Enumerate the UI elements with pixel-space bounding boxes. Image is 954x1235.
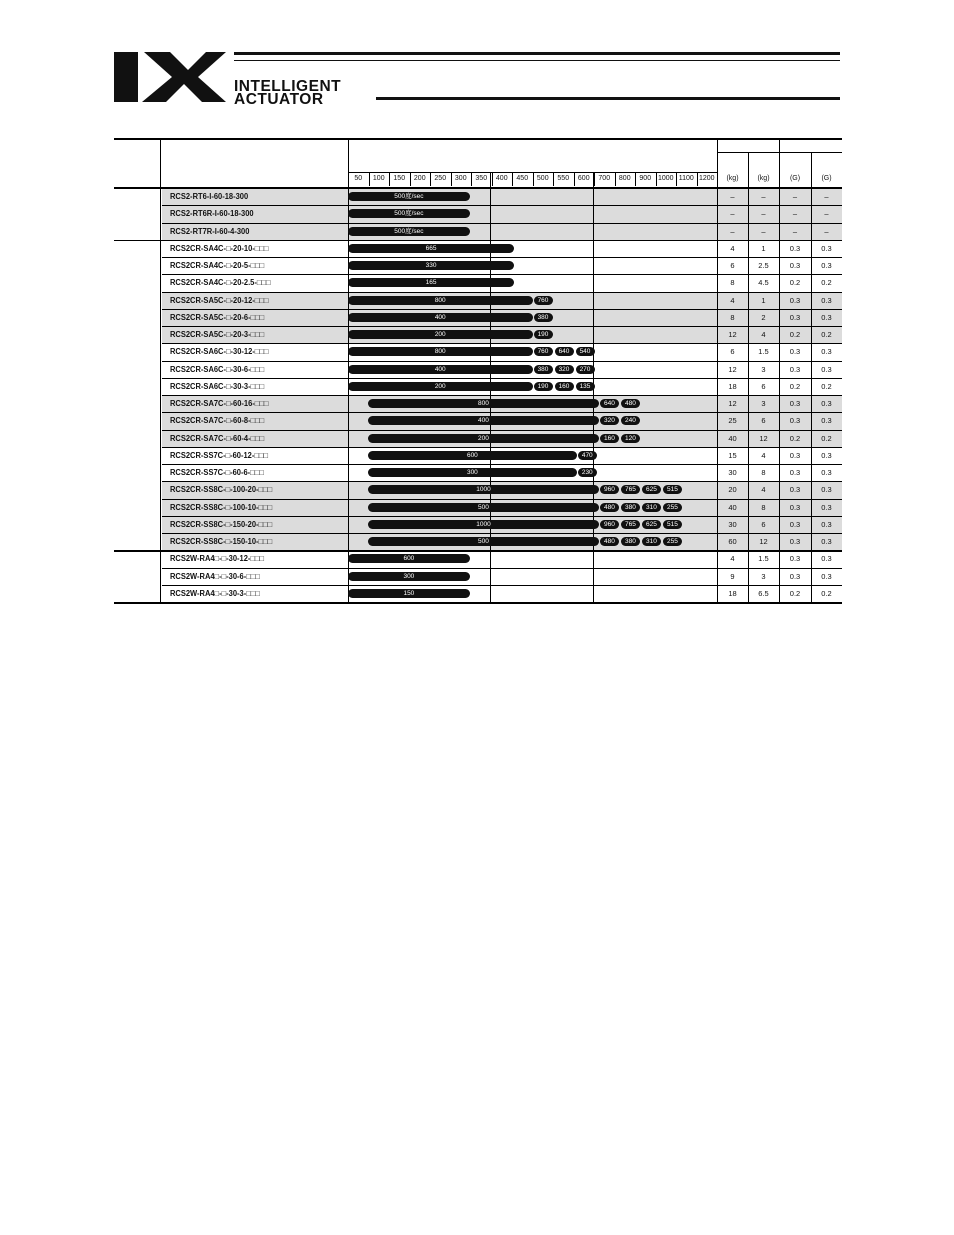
speed-bar: 300 xyxy=(368,468,577,477)
value-cell: 0.3 xyxy=(821,519,832,529)
value-cell: 0.3 xyxy=(789,261,801,270)
value-cell: – xyxy=(824,209,829,219)
row-rule xyxy=(114,602,842,604)
tick-divider xyxy=(430,172,431,186)
model-name: RCS2CR-SA4C-□-20-10-□□□ xyxy=(170,243,269,253)
value-cell: 0.3 xyxy=(789,450,801,460)
tick-divider xyxy=(594,172,595,186)
value-cell: – xyxy=(761,209,766,219)
model-name: RCS2CR-SA6C-□-30-3-□□□ xyxy=(170,381,265,391)
tick-divider xyxy=(635,172,636,186)
brand-logo xyxy=(114,52,840,106)
model-name: RCS2-RT6-I-60-18-300 xyxy=(170,192,249,201)
speed-bar: 600 xyxy=(368,451,577,460)
speed-pill: 255 xyxy=(663,537,682,546)
value-cell: 60 xyxy=(728,537,737,546)
value-cell: 1 xyxy=(761,243,766,253)
speed-pill: 515 xyxy=(663,485,682,494)
speed-tick-label: 150 xyxy=(393,175,406,182)
value-cell: 0.3 xyxy=(821,554,832,564)
speed-pill: 310 xyxy=(642,503,661,512)
speed-tick-label: 200 xyxy=(413,175,426,182)
value-cell: 0.3 xyxy=(789,519,801,529)
value-cell: 4.5 xyxy=(758,278,769,288)
table-top-rule xyxy=(114,138,842,140)
speed-pill: 190 xyxy=(534,382,553,391)
tick-divider xyxy=(471,172,472,186)
speed-tick-label: 900 xyxy=(639,175,652,182)
speed-tick-label: 1100 xyxy=(678,175,694,182)
tick-divider xyxy=(410,172,411,186)
value-cell: 0.3 xyxy=(821,347,832,357)
tick-divider xyxy=(553,172,554,186)
model-name: RCS2CR-SS8C-□-100-10-□□□ xyxy=(170,502,273,512)
tick-divider xyxy=(451,172,452,186)
model-name: RCS2W-RA4□-□-30-6-□□□ xyxy=(170,571,260,581)
speed-bar: 400 xyxy=(348,313,533,322)
tick-divider xyxy=(533,172,534,186)
model-name: RCS2CR-SS7C-□-60-6-□□□ xyxy=(170,468,264,477)
value-cell: 1.5 xyxy=(758,554,769,564)
value-cell: 0.3 xyxy=(789,485,801,495)
speed-pill: 470 xyxy=(578,451,597,460)
value-cell: 0.3 xyxy=(821,261,832,270)
speed-bar: 200 xyxy=(348,382,533,391)
model-name: RCS2W-RA4□-□-30-12-□□□ xyxy=(170,554,265,564)
speed-tick-label: 500 xyxy=(536,175,549,182)
value-cell: 9 xyxy=(730,571,735,581)
value-cell: 0.3 xyxy=(821,450,832,460)
value-cell: 0.3 xyxy=(789,243,801,253)
value-cell: 8 xyxy=(730,312,735,322)
speed-pill: 135 xyxy=(576,382,595,391)
tick-divider xyxy=(369,172,370,186)
speed-bar: 500 xyxy=(368,537,599,546)
value-cell: 0.3 xyxy=(789,295,801,305)
speed-pill: 380 xyxy=(621,503,640,512)
col-rule-type xyxy=(160,138,161,602)
speed-bar: 665 xyxy=(348,244,514,253)
speed-bar: 200 xyxy=(368,434,599,443)
speed-pill: 760 xyxy=(534,296,553,305)
model-name: RCS2CR-SA7C-□-60-16-□□□ xyxy=(170,399,269,408)
value-cell: 2.5 xyxy=(758,261,769,270)
speed-pill: 480 xyxy=(600,537,619,546)
value-cell: 0.2 xyxy=(821,278,832,288)
unit-label: (kg) xyxy=(726,175,739,182)
value-cell: 12 xyxy=(728,399,737,408)
speed-pill: 515 xyxy=(663,520,682,529)
speed-tick-label: 250 xyxy=(434,175,447,182)
speed-bar: 150 xyxy=(348,589,470,598)
speed-pill: 270 xyxy=(576,365,595,374)
value-cell: – xyxy=(761,192,766,201)
value-cell: 0.3 xyxy=(821,571,832,581)
speed-tick-label: 300 xyxy=(454,175,467,182)
value-cell: 30 xyxy=(728,468,737,477)
speed-pill: 380 xyxy=(621,537,640,546)
value-cell: 0.3 xyxy=(821,399,832,408)
speed-pill: 380 xyxy=(534,365,553,374)
value-cell: 12 xyxy=(759,433,768,443)
speed-tick-label: 1000 xyxy=(657,175,674,182)
value-cell: 0.2 xyxy=(789,381,801,391)
value-cell: 3 xyxy=(761,571,766,581)
value-cell: 0.3 xyxy=(821,295,832,305)
speed-tick-label: 450 xyxy=(516,175,529,182)
speed-bar: 400 xyxy=(368,416,599,425)
value-cell: 0.3 xyxy=(821,485,832,495)
speed-bar: 500度/sec xyxy=(348,209,470,218)
speed-tick-label: 400 xyxy=(495,175,508,182)
value-cell: – xyxy=(824,226,829,236)
model-name: RCS2CR-SA6C-□-30-6-□□□ xyxy=(170,364,265,374)
value-cell: 3 xyxy=(761,364,766,374)
model-name: RCS2CR-SS8C-□-150-10-□□□ xyxy=(170,537,273,546)
value-cell: 6.5 xyxy=(758,588,769,598)
speed-pill: 230 xyxy=(578,468,597,477)
speed-pill: 310 xyxy=(642,537,661,546)
value-cell: 0.3 xyxy=(789,537,801,546)
value-cell: 0.3 xyxy=(821,364,832,374)
value-cell: 0.3 xyxy=(789,364,801,374)
header-rule-mid xyxy=(234,60,840,61)
value-cell: 8 xyxy=(761,468,766,477)
value-cell: 0.3 xyxy=(821,537,832,546)
header-rule-top xyxy=(234,52,840,55)
model-name: RCS2CR-SA6C-□-30-12-□□□ xyxy=(170,347,269,357)
value-cell: – xyxy=(730,209,735,219)
value-cell: 4 xyxy=(761,485,766,495)
value-cell: 12 xyxy=(728,330,737,339)
value-cell: – xyxy=(792,209,798,219)
speed-pill: 320 xyxy=(555,365,574,374)
speed-pill: 625 xyxy=(642,520,661,529)
tick-divider xyxy=(656,172,657,186)
tick-divider xyxy=(492,172,493,186)
value-cell: 0.3 xyxy=(789,347,801,357)
value-cell: 0.3 xyxy=(789,312,801,322)
speed-tick-label: 1200 xyxy=(698,175,715,182)
value-cell: 2 xyxy=(761,312,766,322)
value-cell: – xyxy=(824,192,829,201)
speed-bar: 1000 xyxy=(368,485,599,494)
logo-word-actuator: ACTUATOR xyxy=(234,91,324,108)
tick-divider xyxy=(389,172,390,186)
speed-bar: 400 xyxy=(348,365,533,374)
spec-table xyxy=(114,138,842,602)
speed-bar: 600 xyxy=(348,554,470,563)
value-cell: – xyxy=(730,192,735,201)
value-cell: – xyxy=(792,192,798,201)
value-cell: 0.3 xyxy=(821,312,832,322)
model-name: RCS2-RT6R-I-60-18-300 xyxy=(170,209,254,219)
speed-pill: 540 xyxy=(576,347,595,356)
speed-tick-label: 350 xyxy=(475,175,488,182)
value-cell: – xyxy=(761,226,766,236)
value-cell: 6 xyxy=(761,519,766,529)
value-cell: 1 xyxy=(761,295,766,305)
unit-label: (kg) xyxy=(757,175,770,182)
model-name: RCS2CR-SA4C-□-20-2.5-□□□ xyxy=(170,278,271,288)
speed-bar: 500度/sec xyxy=(348,192,470,201)
model-name: RCS2CR-SS8C-□-150-20-□□□ xyxy=(170,519,273,529)
value-cell: 6 xyxy=(730,347,735,357)
speed-pill: 160 xyxy=(600,434,619,443)
speed-bar: 330 xyxy=(348,261,514,270)
speed-bar: 500 xyxy=(368,503,599,512)
value-cell: 6 xyxy=(761,381,766,391)
speed-pill: 640 xyxy=(600,399,619,408)
value-cell: 20 xyxy=(728,485,737,495)
value-cell: 0.3 xyxy=(821,502,832,512)
model-name: RCS2CR-SS7C-□-60-12-□□□ xyxy=(170,450,268,460)
model-name: RCS2W-RA4□-□-30-3-□□□ xyxy=(170,588,260,598)
value-cell: 0.2 xyxy=(789,433,801,443)
value-cell: 0.3 xyxy=(789,554,801,564)
value-cell: 4 xyxy=(730,554,735,564)
logo-word-intelligent: INTELLIGENT xyxy=(234,78,342,95)
speed-pill: 760 xyxy=(534,347,553,356)
model-name: RCS2CR-SA5C-□-20-12-□□□ xyxy=(170,295,269,305)
model-name: RCS2CR-SA7C-□-60-4-□□□ xyxy=(170,433,265,443)
value-cell: 12 xyxy=(759,537,768,546)
value-cell: 6 xyxy=(761,416,766,426)
value-cell: 0.3 xyxy=(821,468,832,477)
value-cell: 0.3 xyxy=(821,416,832,426)
value-cell: 4 xyxy=(761,330,766,339)
tick-divider xyxy=(615,172,616,186)
speed-tick-label: 50 xyxy=(354,175,363,182)
value-cell: 8 xyxy=(761,502,766,512)
value-cell: 3 xyxy=(761,399,766,408)
speed-pill: 640 xyxy=(555,347,574,356)
value-cell: 8 xyxy=(730,278,735,288)
value-cell: 0.2 xyxy=(821,433,832,443)
model-name: RCS2-RT7R-I-60-4-300 xyxy=(170,226,250,236)
value-cell: 1.5 xyxy=(758,347,769,357)
model-name: RCS2CR-SA5C-□-20-6-□□□ xyxy=(170,312,265,322)
speed-pill: 480 xyxy=(621,399,640,408)
speed-bar: 300 xyxy=(348,572,470,581)
value-cell: 15 xyxy=(728,450,737,460)
value-cell: 0.2 xyxy=(821,330,832,339)
value-cell: 40 xyxy=(728,433,737,443)
tick-divider xyxy=(574,172,575,186)
value-cell: 0.3 xyxy=(789,468,801,477)
speed-pill: 960 xyxy=(600,485,619,494)
value-cell: 6 xyxy=(730,261,735,270)
speed-bar: 800 xyxy=(348,347,533,356)
speed-pill: 320 xyxy=(600,416,619,425)
speed-tick-label: 700 xyxy=(598,175,611,182)
value-cell: 0.3 xyxy=(789,416,801,426)
value-cell: 4 xyxy=(730,243,735,253)
value-cell: 0.3 xyxy=(789,399,801,408)
speed-pill: 190 xyxy=(534,330,553,339)
value-cell: 0.3 xyxy=(821,243,832,253)
value-cell: 0.3 xyxy=(789,502,801,512)
speed-pill: 255 xyxy=(663,503,682,512)
tick-divider xyxy=(512,172,513,186)
speed-tick-label: 100 xyxy=(372,175,385,182)
value-cell: – xyxy=(730,226,735,236)
value-cell: 0.2 xyxy=(789,588,801,598)
unit-label: (G) xyxy=(821,175,832,182)
value-cell: 18 xyxy=(728,588,737,598)
value-cell: 4 xyxy=(761,450,766,460)
speed-bar: 800 xyxy=(368,399,599,408)
speed-tick-label: 800 xyxy=(618,175,631,182)
model-name: RCS2CR-SA5C-□-20-3-□□□ xyxy=(170,330,265,339)
speed-bar: 165 xyxy=(348,278,514,287)
model-name: RCS2CR-SS8C-□-100-20-□□□ xyxy=(170,485,273,495)
value-cell: 18 xyxy=(728,381,737,391)
value-cell: 0.2 xyxy=(789,278,801,288)
speed-bar: 800 xyxy=(348,296,533,305)
value-cell: 30 xyxy=(728,519,737,529)
speed-pill: 380 xyxy=(534,313,553,322)
speed-pill: 960 xyxy=(600,520,619,529)
tick-divider xyxy=(697,172,698,186)
speed-bar: 500度/sec xyxy=(348,227,470,236)
speed-pill: 765 xyxy=(621,520,640,529)
speed-tick-label: 600 xyxy=(577,175,590,182)
value-cell: 0.2 xyxy=(821,588,832,598)
speed-pill: 625 xyxy=(642,485,661,494)
speed-bar: 200 xyxy=(348,330,533,339)
model-name: RCS2CR-SA4C-□-20-5-□□□ xyxy=(170,261,265,270)
value-cell: 0.2 xyxy=(789,330,801,339)
value-cell: 25 xyxy=(728,416,737,426)
model-name: RCS2CR-SA7C-□-60-8-□□□ xyxy=(170,416,265,426)
speed-pill: 120 xyxy=(621,434,640,443)
value-cell: 40 xyxy=(728,502,737,512)
tick-divider xyxy=(676,172,677,186)
speed-pill: 480 xyxy=(600,503,619,512)
speed-tick-label: 550 xyxy=(557,175,570,182)
ix-logo-mark xyxy=(114,52,226,102)
value-cell: 4 xyxy=(730,295,735,305)
speed-pill: 160 xyxy=(555,382,574,391)
unit-label: (G) xyxy=(789,175,801,182)
value-cell: 12 xyxy=(728,364,737,374)
speed-pill: 765 xyxy=(621,485,640,494)
speed-bar: 1000 xyxy=(368,520,599,529)
speed-pill: 240 xyxy=(621,416,640,425)
value-cell: – xyxy=(792,226,798,236)
header-rule-bottom xyxy=(376,97,840,100)
value-cell: 0.3 xyxy=(789,571,801,581)
value-cell: 0.2 xyxy=(821,381,832,391)
